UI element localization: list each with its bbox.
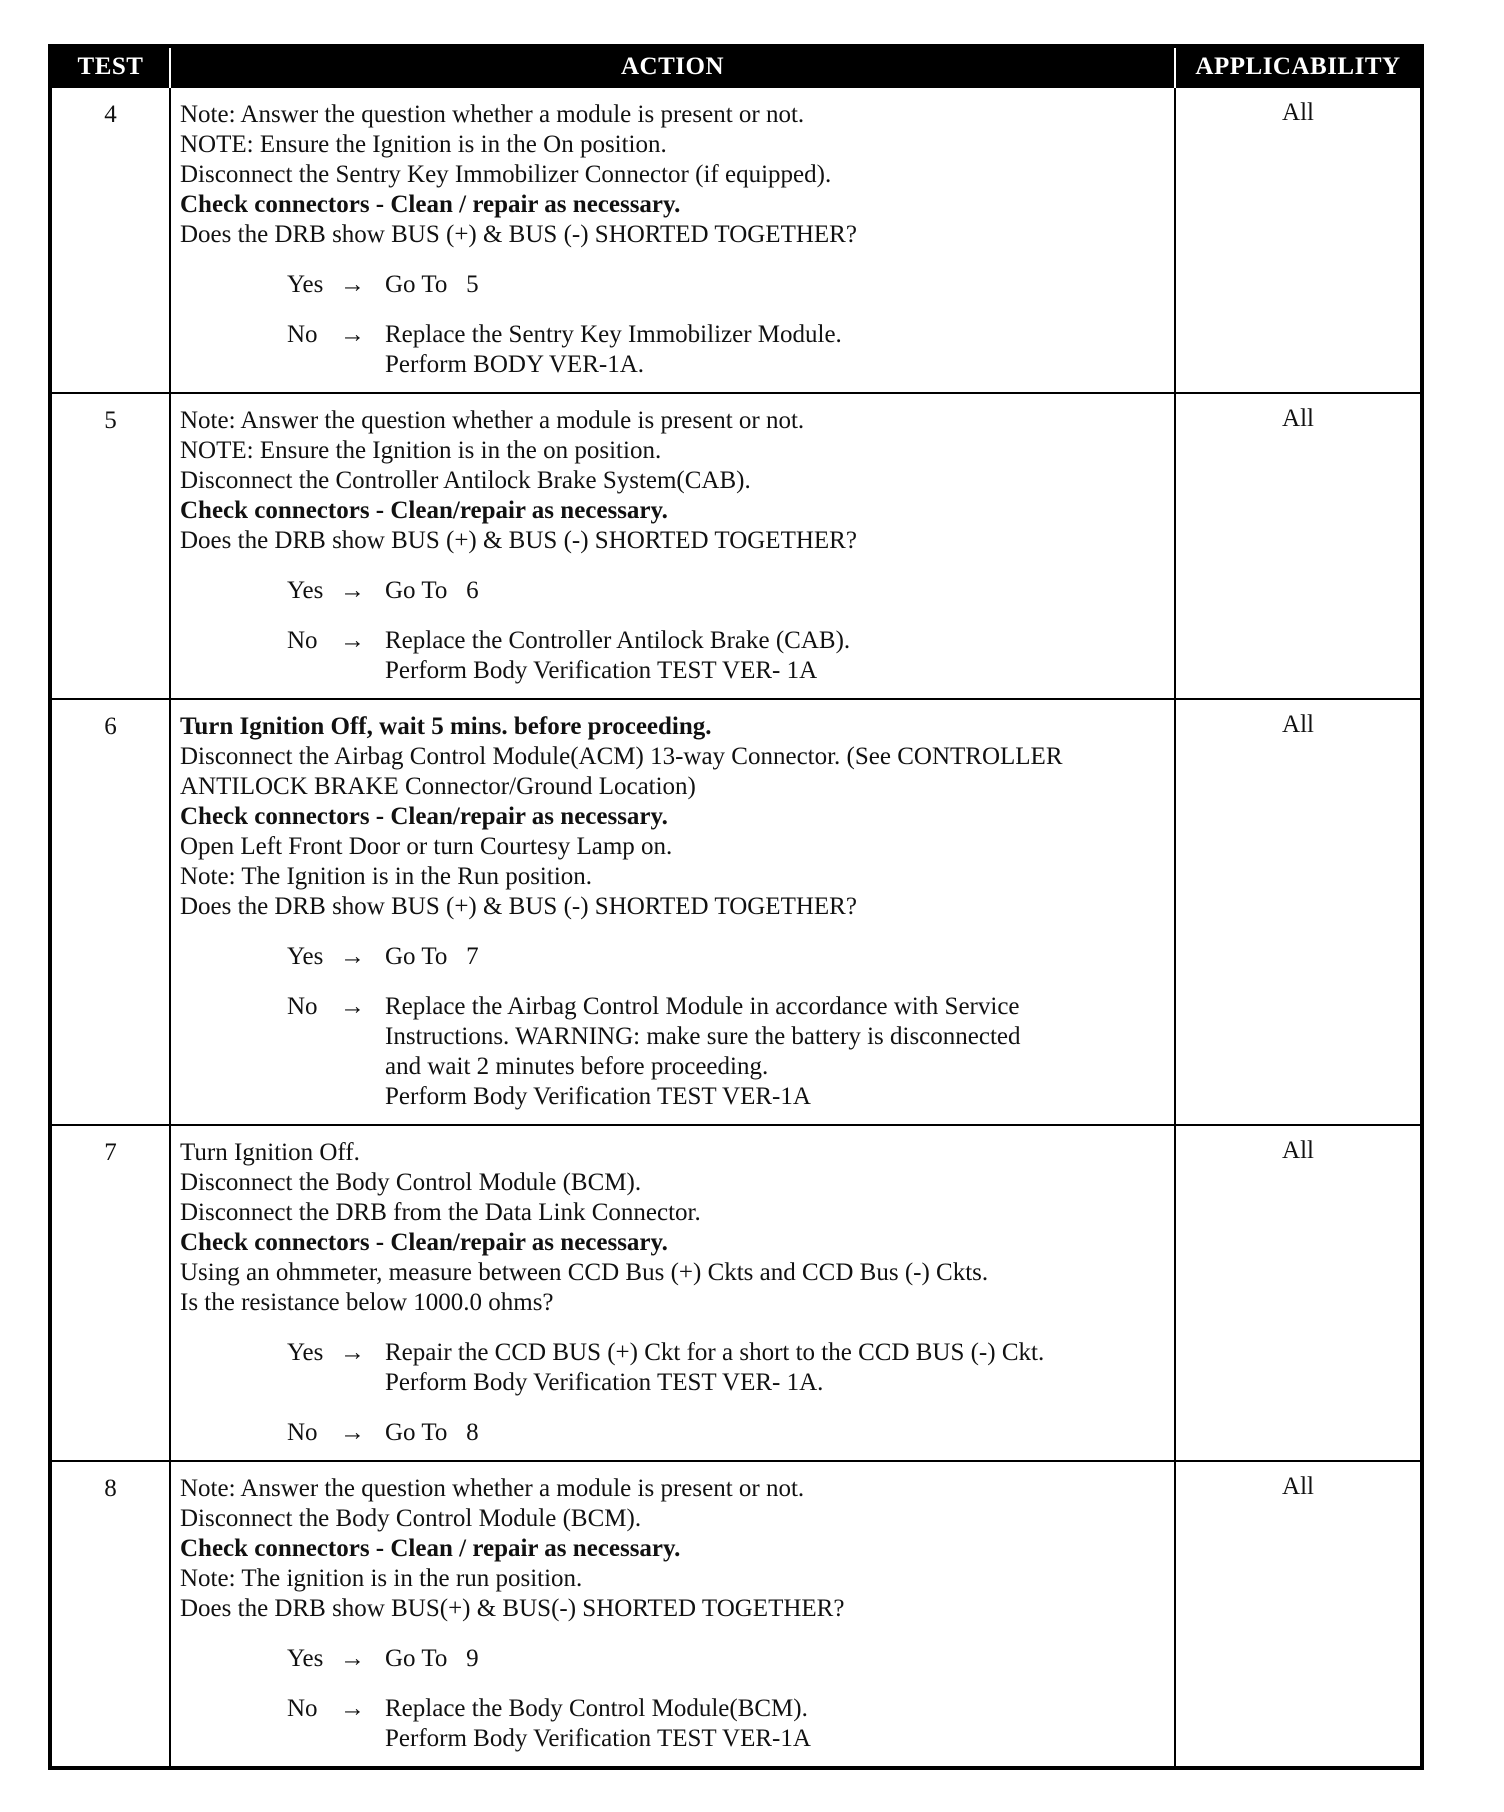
table-header-row bbox=[50, 46, 1422, 87]
action-line: Note: The ignition is in the run position. bbox=[180, 1565, 583, 1592]
arrow-icon: → bbox=[340, 1339, 365, 1366]
action-line: Disconnect the Airbag Control Module(ACM) 13-way Connector. (See CONTROLLER bbox=[180, 743, 1063, 770]
yes-option bbox=[287, 270, 1166, 300]
table-row bbox=[50, 1125, 1422, 1461]
header-action: ACTION bbox=[170, 46, 1175, 87]
test-number: 8 bbox=[50, 1461, 170, 1768]
yes-result bbox=[385, 576, 1166, 606]
result-line: Instructions. WARNING: make sure the battery is disconnected bbox=[385, 1023, 1021, 1050]
action-line: NOTE: Ensure the Ignition is in the on position. bbox=[180, 437, 662, 464]
header-test: TEST bbox=[50, 46, 170, 87]
arrow-icon: → bbox=[340, 993, 365, 1020]
result-line: Replace the Sentry Key Immobilizer Module. bbox=[385, 321, 842, 348]
yes-label: Yes bbox=[287, 577, 324, 604]
applicability-cell: All bbox=[1175, 1461, 1422, 1768]
yes-label: Yes bbox=[287, 943, 324, 970]
action-line: Check connectors - Clean / repair as necessary. bbox=[180, 191, 681, 218]
yes-result bbox=[385, 942, 1166, 972]
action-line: Check connectors - Clean / repair as necessary. bbox=[180, 1535, 681, 1562]
arrow-icon: → bbox=[340, 1695, 365, 1722]
no-label: No bbox=[287, 1695, 318, 1722]
result-line: Go To 5 bbox=[385, 271, 479, 298]
action-line: Check connectors - Clean/repair as necessary. bbox=[180, 1229, 668, 1256]
action-line: ANTILOCK BRAKE Connector/Ground Location) bbox=[180, 773, 696, 800]
yes-option bbox=[287, 1338, 1166, 1398]
no-option bbox=[287, 1694, 1166, 1754]
result-line: Repair the CCD BUS (+) Ckt for a short to the CCD BUS (-) Ckt. bbox=[385, 1339, 1045, 1366]
answer-options bbox=[180, 1644, 1166, 1754]
header-applicability: APPLICABILITY bbox=[1175, 46, 1422, 87]
arrow-icon: → bbox=[340, 627, 365, 654]
action-line: NOTE: Ensure the Ignition is in the On position. bbox=[180, 131, 667, 158]
result-line: Perform Body Verification TEST VER- 1A. bbox=[385, 1369, 824, 1396]
result-line: Replace the Body Control Module(BCM). bbox=[385, 1695, 808, 1722]
yes-option bbox=[287, 1644, 1166, 1674]
no-result bbox=[385, 992, 1166, 1112]
applicability-cell: All bbox=[1175, 699, 1422, 1125]
action-line: Open Left Front Door or turn Courtesy Lamp on. bbox=[180, 833, 673, 860]
action-line: Disconnect the Body Control Module (BCM). bbox=[180, 1169, 642, 1196]
answer-options bbox=[180, 942, 1166, 1112]
action-line: Disconnect the Controller Antilock Brake System(CAB). bbox=[180, 467, 751, 494]
applicability-cell: All bbox=[1175, 87, 1422, 393]
result-line: Perform Body Verification TEST VER- 1A bbox=[385, 657, 818, 684]
action-line: Does the DRB show BUS (+) & BUS (-) SHORTED TOGETHER? bbox=[180, 527, 857, 554]
action-line: Note: The Ignition is in the Run position. bbox=[180, 863, 593, 890]
action-line: Turn Ignition Off, wait 5 mins. before proceeding. bbox=[180, 713, 712, 740]
test-number: 6 bbox=[50, 699, 170, 1125]
no-option bbox=[287, 320, 1166, 380]
no-label: No bbox=[287, 627, 318, 654]
arrow-icon: → bbox=[340, 271, 365, 298]
diagnostic-test-table bbox=[48, 44, 1424, 1770]
no-label: No bbox=[287, 993, 318, 1020]
action-line: Note: Answer the question whether a module is present or not. bbox=[180, 101, 805, 128]
yes-label: Yes bbox=[287, 271, 324, 298]
answer-options bbox=[180, 1338, 1166, 1448]
no-result bbox=[385, 1418, 1166, 1448]
action-line: Note: Answer the question whether a module is present or not. bbox=[180, 1475, 805, 1502]
action-line: Disconnect the Sentry Key Immobilizer Connector (if equipped). bbox=[180, 161, 832, 188]
action-line: Does the DRB show BUS (+) & BUS (-) SHORTED TOGETHER? bbox=[180, 221, 857, 248]
yes-label: Yes bbox=[287, 1339, 324, 1366]
table-row bbox=[50, 393, 1422, 699]
action-cell bbox=[170, 87, 1175, 393]
action-cell bbox=[170, 699, 1175, 1125]
yes-label: Yes bbox=[287, 1645, 324, 1672]
no-option bbox=[287, 1418, 1166, 1448]
yes-option bbox=[287, 576, 1166, 606]
arrow-icon: → bbox=[340, 577, 365, 604]
action-line: Is the resistance below 1000.0 ohms? bbox=[180, 1289, 554, 1316]
action-line: Check connectors - Clean/repair as necessary. bbox=[180, 497, 668, 524]
yes-result bbox=[385, 1644, 1166, 1674]
no-label: No bbox=[287, 321, 318, 348]
applicability-cell: All bbox=[1175, 1125, 1422, 1461]
action-line: Note: Answer the question whether a module is present or not. bbox=[180, 407, 805, 434]
table-row bbox=[50, 699, 1422, 1125]
result-line: Perform Body Verification TEST VER-1A bbox=[385, 1725, 811, 1752]
no-label: No bbox=[287, 1419, 318, 1446]
test-number: 5 bbox=[50, 393, 170, 699]
yes-result bbox=[385, 270, 1166, 300]
applicability-cell: All bbox=[1175, 393, 1422, 699]
action-line: Does the DRB show BUS(+) & BUS(-) SHORTED TOGETHER? bbox=[180, 1595, 845, 1622]
result-line: Go To 8 bbox=[385, 1419, 479, 1446]
result-line: Perform BODY VER-1A. bbox=[385, 351, 645, 378]
answer-options bbox=[180, 576, 1166, 686]
action-line: Disconnect the DRB from the Data Link Connector. bbox=[180, 1199, 701, 1226]
action-line: Does the DRB show BUS (+) & BUS (-) SHORTED TOGETHER? bbox=[180, 893, 857, 920]
result-line: Replace the Controller Antilock Brake (CAB). bbox=[385, 627, 851, 654]
action-line: Check connectors - Clean/repair as necessary. bbox=[180, 803, 668, 830]
result-line: Go To 6 bbox=[385, 577, 479, 604]
no-option bbox=[287, 992, 1166, 1112]
test-number: 4 bbox=[50, 87, 170, 393]
action-line: Using an ohmmeter, measure between CCD Bus (+) Ckts and CCD Bus (-) Ckts. bbox=[180, 1259, 989, 1286]
no-result bbox=[385, 320, 1166, 380]
result-line: Go To 7 bbox=[385, 943, 479, 970]
table-row bbox=[50, 87, 1422, 393]
action-cell bbox=[170, 1461, 1175, 1768]
yes-result bbox=[385, 1338, 1166, 1398]
result-line: Perform Body Verification TEST VER-1A bbox=[385, 1083, 811, 1110]
no-result bbox=[385, 1694, 1166, 1754]
arrow-icon: → bbox=[340, 1419, 365, 1446]
arrow-icon: → bbox=[340, 943, 365, 970]
arrow-icon: → bbox=[340, 1645, 365, 1672]
answer-options bbox=[180, 270, 1166, 380]
result-line: Replace the Airbag Control Module in accordance with Service bbox=[385, 993, 1020, 1020]
result-line: Go To 9 bbox=[385, 1645, 479, 1672]
action-line: Turn Ignition Off. bbox=[180, 1139, 360, 1166]
result-line: and wait 2 minutes before proceeding. bbox=[385, 1053, 769, 1080]
action-line: Disconnect the Body Control Module (BCM). bbox=[180, 1505, 642, 1532]
yes-option bbox=[287, 942, 1166, 972]
action-cell bbox=[170, 1125, 1175, 1461]
table-row bbox=[50, 1461, 1422, 1768]
action-cell bbox=[170, 393, 1175, 699]
no-result bbox=[385, 626, 1166, 686]
test-number: 7 bbox=[50, 1125, 170, 1461]
arrow-icon: → bbox=[340, 321, 365, 348]
no-option bbox=[287, 626, 1166, 686]
